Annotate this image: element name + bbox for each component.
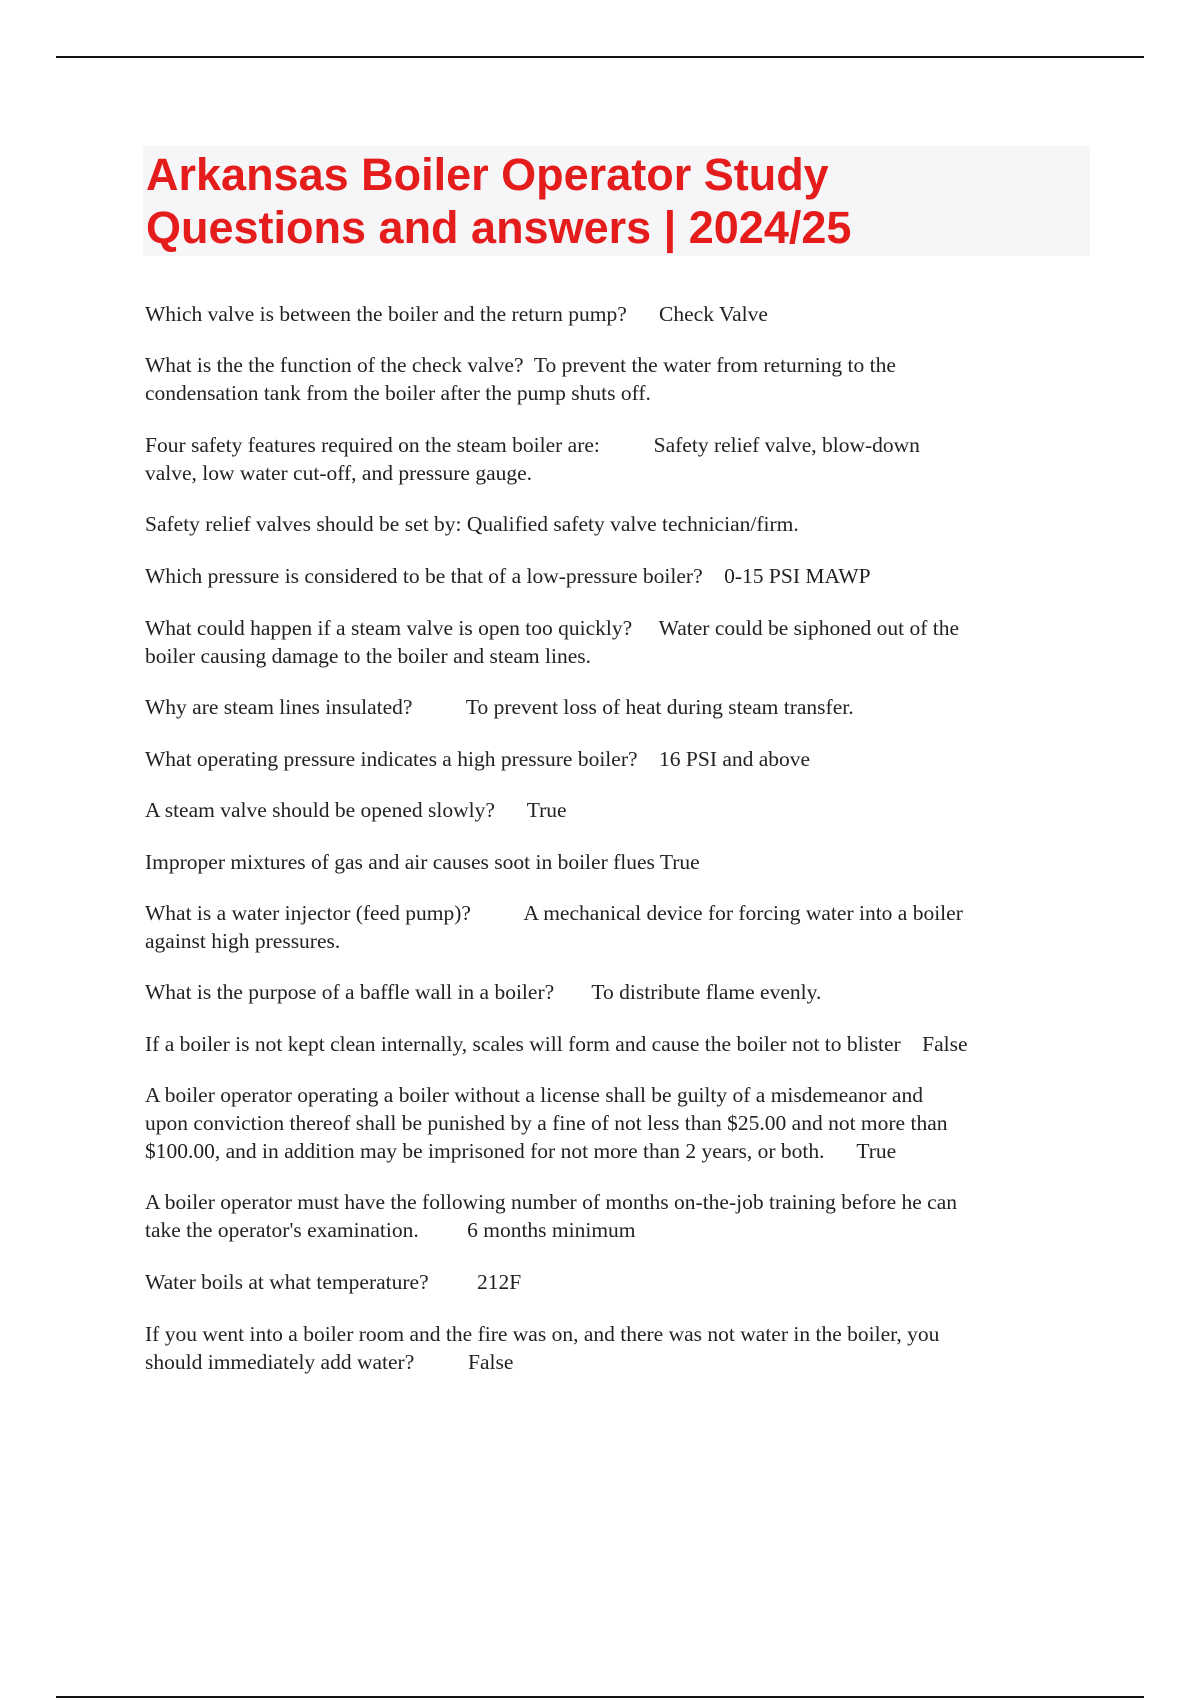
qa-line: Four safety features required on the steam boiler are: Safety relief valve, blow-down	[145, 433, 920, 457]
title-line-2: Questions and answers | 2024/25	[146, 202, 852, 253]
qa-item	[145, 614, 1085, 670]
qa-item	[145, 848, 1085, 876]
qa-item	[145, 796, 1085, 824]
qa-line: Improper mixtures of gas and air causes soot in boiler flues True	[145, 850, 700, 874]
qa-line: take the operator's examination. 6 months minimum	[145, 1218, 636, 1242]
qa-item	[145, 1030, 1085, 1058]
qa-item	[145, 300, 1085, 328]
qa-item	[145, 899, 1085, 955]
top-rule	[56, 56, 1144, 58]
qa-line: Which valve is between the boiler and the return pump? Check Valve	[145, 302, 768, 326]
qa-line: condensation tank from the boiler after the pump shuts off.	[145, 381, 651, 405]
qa-line: A boiler operator operating a boiler without a license shall be guilty of a misdemeanor and	[145, 1083, 923, 1107]
bottom-rule	[56, 1696, 1144, 1698]
qa-line: What could happen if a steam valve is open too quickly? Water could be siphoned out of the	[145, 616, 960, 640]
qa-line: upon conviction thereof shall be punished by a fine of not less than $25.00 and not more than	[145, 1111, 948, 1135]
qa-item	[145, 745, 1085, 773]
qa-line: If you went into a boiler room and the fire was on, and there was not water in the boiler, you	[145, 1322, 940, 1346]
qa-line: should immediately add water? False	[145, 1350, 514, 1374]
qa-line: If a boiler is not kept clean internally, scales will form and cause the boiler not to blister False	[145, 1032, 968, 1056]
qa-item	[145, 1320, 1085, 1376]
qa-line: What is the the function of the check valve? To prevent the water from returning to the	[145, 353, 896, 377]
qa-line: valve, low water cut-off, and pressure gauge.	[145, 461, 533, 485]
qa-item	[145, 693, 1085, 721]
qa-line: What is the purpose of a baffle wall in a boiler? To distribute flame evenly.	[145, 980, 822, 1004]
qa-list	[145, 300, 1085, 1376]
qa-line: Safety relief valves should be set by: Qualified safety valve technician/firm.	[145, 512, 799, 536]
qa-item	[145, 431, 1085, 487]
qa-line: What operating pressure indicates a high pressure boiler? 16 PSI and above	[145, 747, 811, 771]
qa-item	[145, 1268, 1085, 1296]
qa-item	[145, 1081, 1085, 1165]
document-title	[143, 146, 1090, 256]
qa-item	[145, 562, 1085, 590]
qa-line: Why are steam lines insulated? To prevent loss of heat during steam transfer.	[145, 695, 854, 719]
qa-line: Which pressure is considered to be that of a low-pressure boiler? 0-15 PSI MAWP	[145, 564, 871, 588]
qa-item	[145, 1188, 1085, 1244]
title-line-1: Arkansas Boiler Operator Study	[146, 149, 829, 200]
qa-item	[145, 351, 1085, 407]
qa-line: A steam valve should be opened slowly? True	[145, 798, 567, 822]
qa-line: Water boils at what temperature? 212F	[145, 1270, 522, 1294]
qa-line: A boiler operator must have the following number of months on-the-job training before he can	[145, 1190, 958, 1214]
qa-line: against high pressures.	[145, 929, 341, 953]
qa-line: What is a water injector (feed pump)? A mechanical device for forcing water into a boiler	[145, 901, 963, 925]
qa-item	[145, 510, 1085, 538]
qa-item	[145, 978, 1085, 1006]
qa-line: $100.00, and in addition may be imprisoned for not more than 2 years, or both. True	[145, 1139, 897, 1163]
qa-line: boiler causing damage to the boiler and steam lines.	[145, 644, 591, 668]
